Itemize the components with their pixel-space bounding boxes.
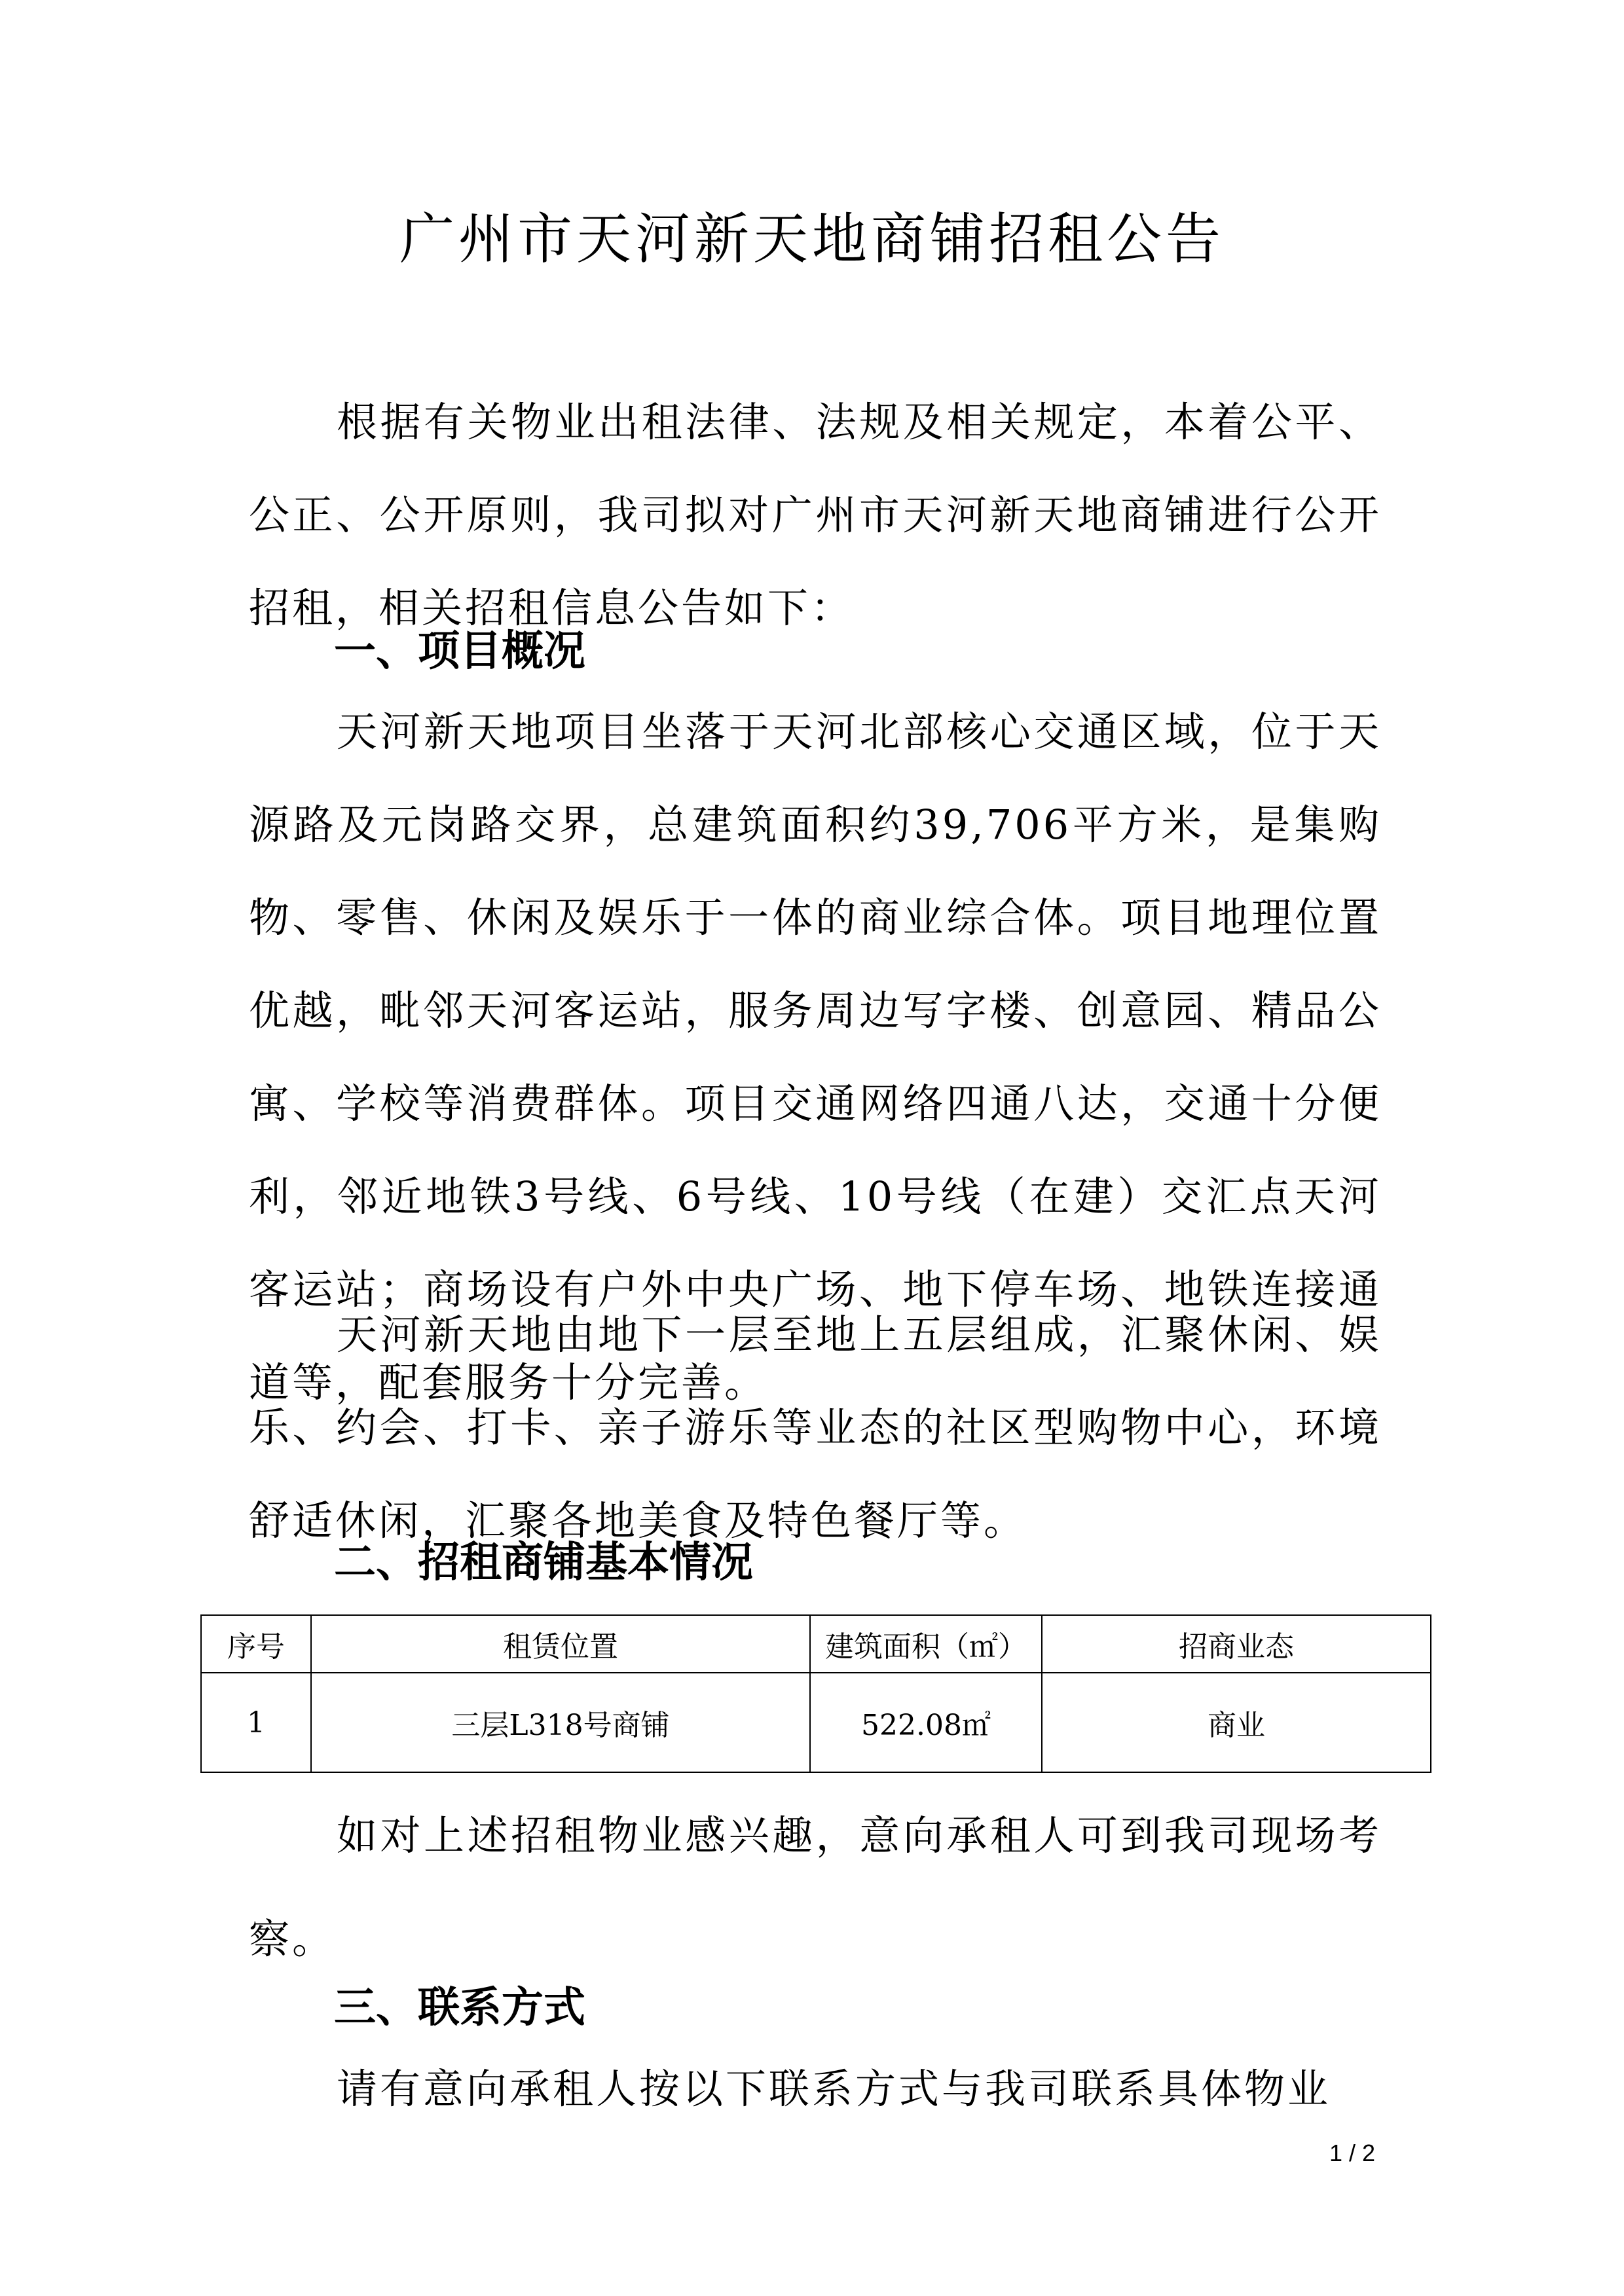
- page-number: 1 / 2: [1329, 2140, 1376, 2166]
- intro-paragraph: 根据有关物业出租法律、法规及相关规定，本着公平、公正、公开原则，我司拟对广州市天河新天地商铺进行公开招租，相关招租信息公告如下：: [249, 398, 1382, 632]
- section-2-heading: 二、招租商铺基本情况: [334, 1539, 753, 1587]
- project-composition-paragraph: 天河新天地由地下一层至地上五层组成，汇聚休闲、娱乐、约会、打卡、亲子游乐等业态的社区型购物中心，环境舒适休闲，汇聚各地美食及特色餐厅等。: [249, 1311, 1382, 1544]
- table-cell: 1: [201, 1673, 311, 1772]
- table-cell: 商业: [1042, 1673, 1431, 1772]
- contact-paragraph: 请有意向承租人按以下联系方式与我司联系具体物业: [337, 2065, 1331, 2113]
- table-header-row: [201, 1615, 1431, 1673]
- inspection-note-paragraph: 如对上述招租物业感兴趣，意向承租人可到我司现场考察。: [249, 1812, 1382, 1963]
- column-header: 招商业态: [1042, 1615, 1431, 1673]
- table-row: [201, 1673, 1431, 1772]
- column-header: 租赁位置: [311, 1615, 810, 1673]
- section-1-heading: 一、项目概况: [334, 627, 585, 676]
- table-cell: 522.08㎡: [810, 1673, 1042, 1772]
- column-header: 序号: [201, 1615, 311, 1673]
- table-cell: 三层L318号商铺: [311, 1673, 810, 1772]
- project-overview-paragraph: 天河新天地项目坐落于天河北部核心交通区域，位于天源路及元岗路交界，总建筑面积约39,706平方米，是集购物、零售、休闲及娱乐于一体的商业综合体。项目地理位置优越，毗邻天河客运站，服务周边写字楼、创意园、精品公寓、学校等消费群体。项目交通网络四通八达，交通十分便利，邻近地铁3号线、6号线、10号线（在建）交汇点天河客运站；商场设有户外中央广场、地下停车场、地铁连接通道等，配套服务十分完善。: [249, 708, 1382, 1406]
- column-header: 建筑面积（㎡）: [810, 1615, 1042, 1673]
- section-3-heading: 三、联系方式: [334, 1984, 585, 2032]
- leasing-table: [200, 1614, 1431, 1773]
- page-title: 广州市天河新天地商铺招租公告: [399, 207, 1225, 271]
